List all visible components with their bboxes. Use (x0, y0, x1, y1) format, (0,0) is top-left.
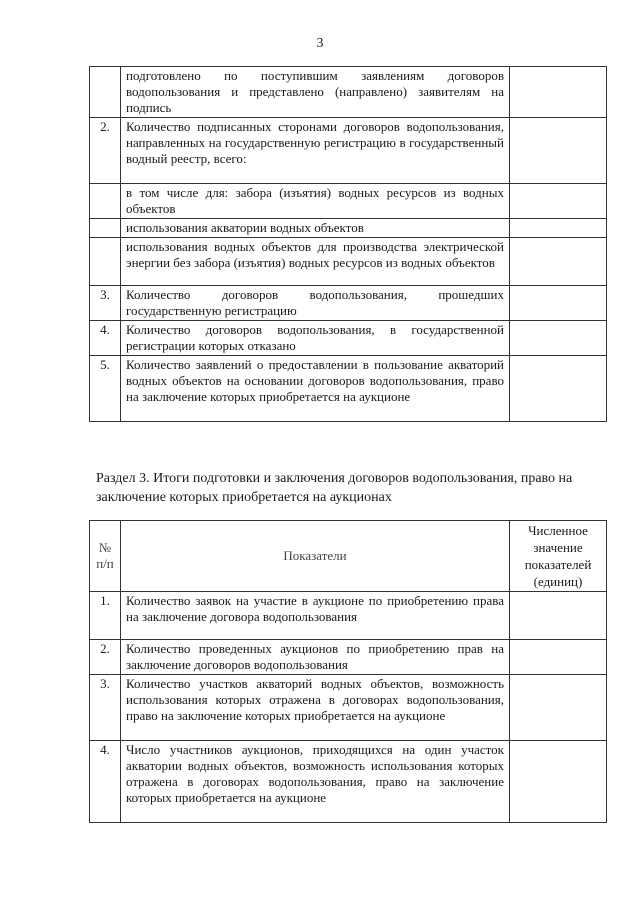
row-number: 2. (90, 118, 121, 184)
row-value (510, 238, 607, 286)
row-number: 3. (90, 286, 121, 321)
table-header-row (90, 521, 607, 592)
row-value (510, 675, 607, 741)
row-indicator: Число участников аукционов, приходящихся на один участок акватории водных объектов, возможность использования которых отражена в договорах водопользования, право на заключение которых приобретается на аукционе (121, 741, 510, 823)
row-indicator: Количество проведенных аукционов по приобретению прав на заключение договоров водопользования (121, 640, 510, 675)
row-number: 5. (90, 356, 121, 422)
table-row (90, 675, 607, 741)
table-row (90, 741, 607, 823)
row-indicator: Количество заявлений о предоставлении в пользование акваторий водных объектов на основании договоров водопользования, право на заключение которых приобретается на аукционе (121, 356, 510, 422)
row-value (510, 741, 607, 823)
table-row (90, 184, 607, 219)
header-number: № п/п (90, 521, 121, 592)
table-row (90, 321, 607, 356)
table-row (90, 286, 607, 321)
table-row (90, 219, 607, 238)
row-value (510, 118, 607, 184)
table-row (90, 356, 607, 422)
row-value (510, 219, 607, 238)
row-number: 3. (90, 675, 121, 741)
section-title: Раздел 3. Итоги подготовки и заключения договоров водопользования, право на заключение которых приобретается на аукционах (96, 471, 573, 505)
row-indicator: использования водных объектов для производства электрической энергии без забора (изъятия) водных ресурсов из водных объектов (121, 238, 510, 286)
row-number: 4. (90, 321, 121, 356)
row-indicator: Количество договоров водопользования, прошедших государственную регистрацию (121, 286, 510, 321)
row-number: 2. (90, 640, 121, 675)
row-number (90, 67, 121, 118)
row-number: 1. (90, 592, 121, 640)
row-indicator: Количество участков акваторий водных объектов, возможность использования которых отражена в договорах водопользования, право на заключение которых приобретается на аукционе (121, 675, 510, 741)
header-indicators: Показатели (121, 521, 510, 592)
row-indicator: использования акватории водных объектов (121, 219, 510, 238)
row-value (510, 67, 607, 118)
water-use-contracts-table (89, 66, 607, 422)
row-number: 4. (90, 741, 121, 823)
row-value (510, 640, 607, 675)
auction-results-table (89, 520, 607, 823)
table-row (90, 67, 607, 118)
table-row (90, 592, 607, 640)
row-number (90, 184, 121, 219)
row-number (90, 219, 121, 238)
row-indicator: Количество подписанных сторонами договоров водопользования, направленных на государственную регистрацию в государственный водный реестр, всего: (121, 118, 510, 184)
row-value (510, 592, 607, 640)
table-row (90, 238, 607, 286)
row-indicator: Количество заявок на участие в аукционе по приобретению права на заключение договора водопользования (121, 592, 510, 640)
row-value (510, 286, 607, 321)
row-value (510, 356, 607, 422)
row-indicator: подготовлено по поступившим заявлениям договоров водопользования и представлено (направлено) заявителям на подпись (121, 67, 510, 118)
row-indicator: Количество договоров водопользования, в государственной регистрации которых отказано (121, 321, 510, 356)
row-value (510, 321, 607, 356)
header-value: Численное значение показателей (единиц) (510, 521, 607, 592)
row-value (510, 184, 607, 219)
table-row (90, 640, 607, 675)
row-number (90, 238, 121, 286)
page-number: 3 (316, 36, 324, 51)
row-indicator: в том числе для: забора (изъятия) водных ресурсов из водных объектов (121, 184, 510, 219)
table-row (90, 118, 607, 184)
